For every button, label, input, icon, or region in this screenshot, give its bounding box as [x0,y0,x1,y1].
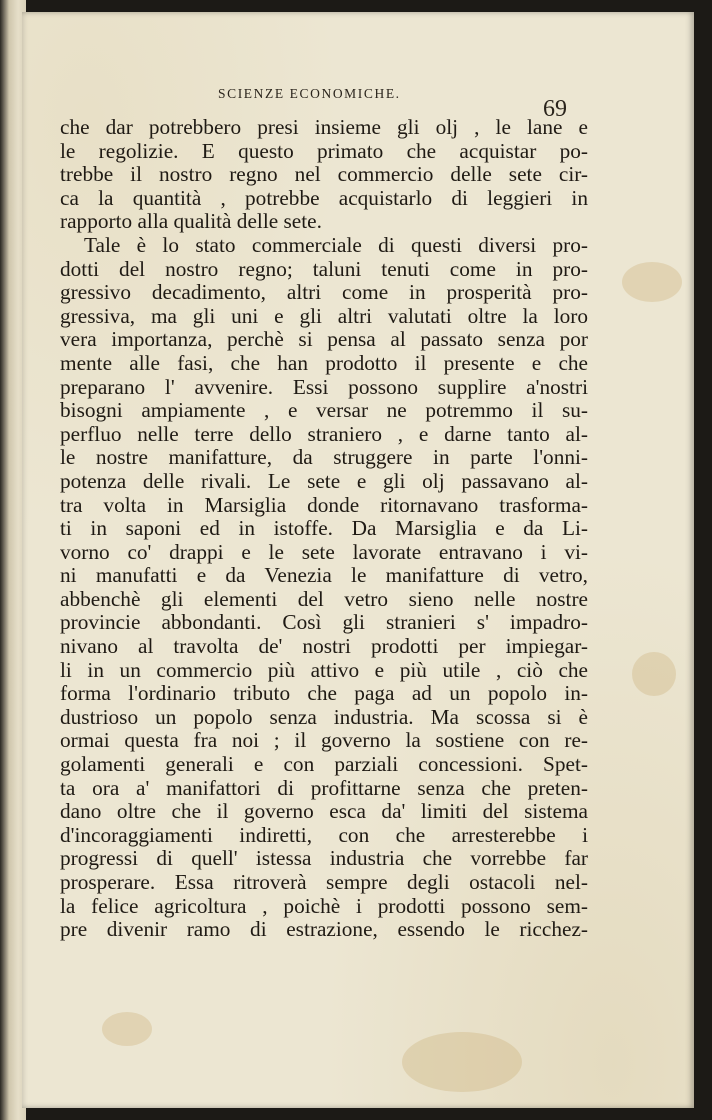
foxing-stain [402,1032,522,1092]
text-line: gressivo decadimento, altri come in prosperità pro- [60,280,588,305]
text-line: bisogni ampiamente , e versar ne potremmo il su- [60,398,588,423]
text-line: la felice agricoltura , poichè i prodotti possono sem- [60,893,588,918]
text-line: vera importanza, perchè si pensa al passato senza por [60,327,588,352]
text-line: pre divenir ramo di estrazione, essendo le ricchez- [60,917,588,942]
text-line: abbenchè gli elementi del vetro sieno nelle nostre [60,586,588,611]
text-line: rapporto alla qualità delle sete. [60,209,322,234]
text-line: ti in saponi ed in istoffe. Da Marsiglia e da Li- [60,516,588,541]
text-line: d'incoraggiamenti indiretti, con che arresterebbe i [60,822,588,847]
text-line: dotti del nostro regno; taluni tenuti come in pro- [60,256,588,281]
running-head [22,12,694,122]
text-line: forma l'ordinario tributo che paga ad un popolo in- [60,681,588,706]
text-line: trebbe il nostro regno nel commercio delle sete cir- [60,162,588,187]
text-line: Tale è lo stato commerciale di questi diversi pro- [84,232,588,257]
foxing-stain [102,1012,152,1046]
text-line: vorno co' drappi e le sete lavorate entravano i vi- [60,539,588,564]
text-line: dustrioso un popolo senza industria. Ma scossa si è [60,704,588,729]
text-line: dano oltre che il governo esca da' limiti del sistema [60,799,588,824]
text-line: ni manufatti e da Venezia le manifatture di vetro, [60,563,588,588]
running-head-title: SCIENZE ECONOMICHE. [218,86,401,101]
text-line: le regolizie. E questo primato che acquistar po- [60,138,588,163]
text-line: gressiva, ma gli uni e gli altri valutati oltre la loro [60,303,588,328]
page-number: 69 [543,96,567,122]
text-line: ormai questa fra noi ; il governo la sostiene con re- [60,728,588,753]
text-line: ca la quantità , potrebbe acquistarlo di leggieri in [60,185,588,210]
text-line: potenza delle rivali. Le sete e gli olj passavano al- [60,468,588,493]
text-line: li in un commercio più attivo e più utile , ciò che [60,657,588,682]
text-line: tra volta in Marsiglia donde ritornavano trasforma- [60,492,588,517]
text-line: progressi di quell' istessa industria che vorrebbe far [60,846,588,871]
text-line: nivano al travolta de' nostri prodotti per impiegar- [60,634,588,659]
text-line: le nostre manifatture, da struggere in parte l'onni- [60,445,588,470]
foxing-stain [622,262,682,302]
text-line: perfluo nelle terre dello straniero , e darne tanto al- [60,421,588,446]
text-line: ta ora a' manifattori di profittarne senza che preten- [60,775,588,800]
text-line: prosperare. Essa ritroverà sempre degli ostacoli nel- [60,870,588,894]
text-line: che dar potrebbero presi insieme gli olj , le lane e [60,115,588,139]
text-line: provincie abbondanti. Così gli stranieri s' impadro- [60,610,588,635]
book-page [22,12,694,1108]
foxing-stain [632,652,676,696]
text-line: mente alle fasi, che han prodotto il presente e che [60,350,588,375]
body-text [60,116,588,942]
text-line: preparano l' avvenire. Essi possono supplire a'nostri [60,374,588,399]
text-line: golamenti generali e con parziali concessioni. Spet- [60,752,588,777]
